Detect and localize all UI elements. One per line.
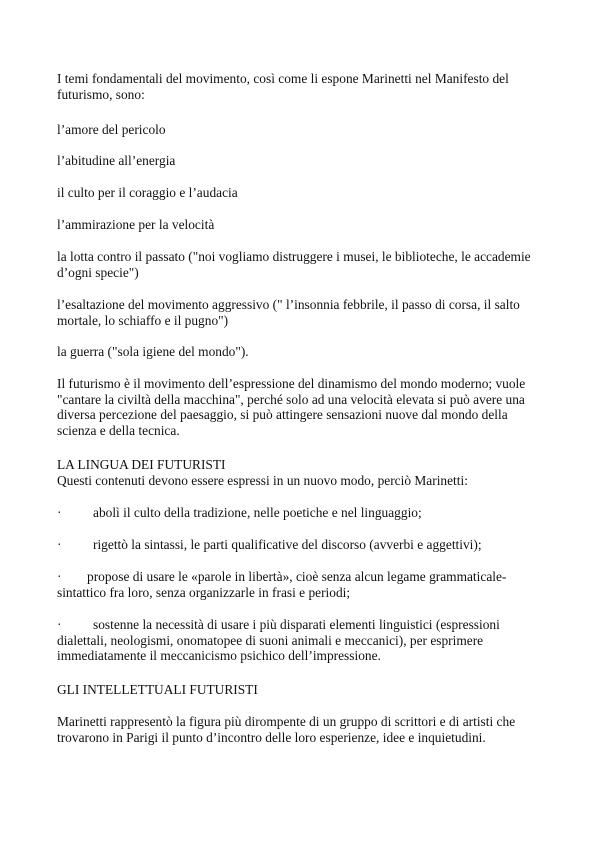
theme-item: l’amore del pericolo (57, 122, 166, 137)
bullet-text: rigettò la sintassi, le parti qualificative del discorso (avverbi e aggettivi); (93, 537, 482, 552)
theme-item: il culto per il coraggio e l’audacia (57, 185, 238, 200)
bullet-text: sostenne la necessità di usare i più disparati elementi linguistici (espressioni dialettali, neologismi, onomatopee di suoni animali e meccanici), per esprimere immediatamente il meccanicismo psichico dell’impressione. (57, 617, 500, 663)
bullet-marker: · (57, 617, 62, 632)
bullet-marker: · (57, 505, 62, 520)
section-heading-lingua: LA LINGUA DEI FUTURISTI (57, 457, 226, 472)
bullet-item (57, 505, 547, 521)
closing-paragraph: Marinetti rappresentò la figura più dirompente di un gruppo di scrittori e di artisti che trovarono in Parigi il punto d’incontro delle loro esperienze, idee e inquietudini. (57, 714, 516, 745)
theme-item: la lotta contro il passato ("noi vogliamo distruggere i musei, le biblioteche, le accademie d’ogni specie") (57, 249, 531, 280)
bullet-marker: · (57, 569, 62, 584)
intro-paragraph: I temi fondamentali del movimento, così come li espone Marinetti nel Manifesto del futurismo, sono: (57, 71, 509, 102)
bullet-text: propose di usare le «parole in libertà», cioè senza alcun legame grammaticale-sintattico fra loro, senza organizzarle in frasi e periodi; (57, 569, 507, 600)
bullet-text: abolì il culto della tradizione, nelle poetiche e nel linguaggio; (93, 505, 422, 520)
theme-item: la guerra ("sola igiene del mondo"). (57, 344, 249, 359)
bullet-item (57, 537, 547, 553)
bullet-item (57, 617, 547, 664)
futurism-description: Il futurismo è il movimento dell’espressione del dinamismo del mondo moderno; vuole "cantare la civiltà della macchina", perché solo ad una velocità elevata si può avere una diversa percezione del paesaggio, si può attingere sensazioni nuove dal mondo della scienza e della tecnica. (57, 376, 526, 438)
bullet-item (57, 569, 547, 600)
theme-item: l’ammirazione per la velocità (57, 217, 215, 232)
lingua-intro: Questi contenuti devono essere espressi in un nuovo modo, perciò Marinetti: (57, 473, 468, 488)
bullet-marker: · (57, 537, 62, 552)
theme-item: l’esaltazione del movimento aggressivo (" l’insonnia febbrile, il passo di corsa, il salto mortale, lo schiaffo e il pugno") (57, 297, 520, 328)
theme-item: l’abitudine all’energia (57, 153, 176, 168)
section-heading-intellettuali: GLI INTELLETTUALI FUTURISTI (57, 682, 258, 697)
